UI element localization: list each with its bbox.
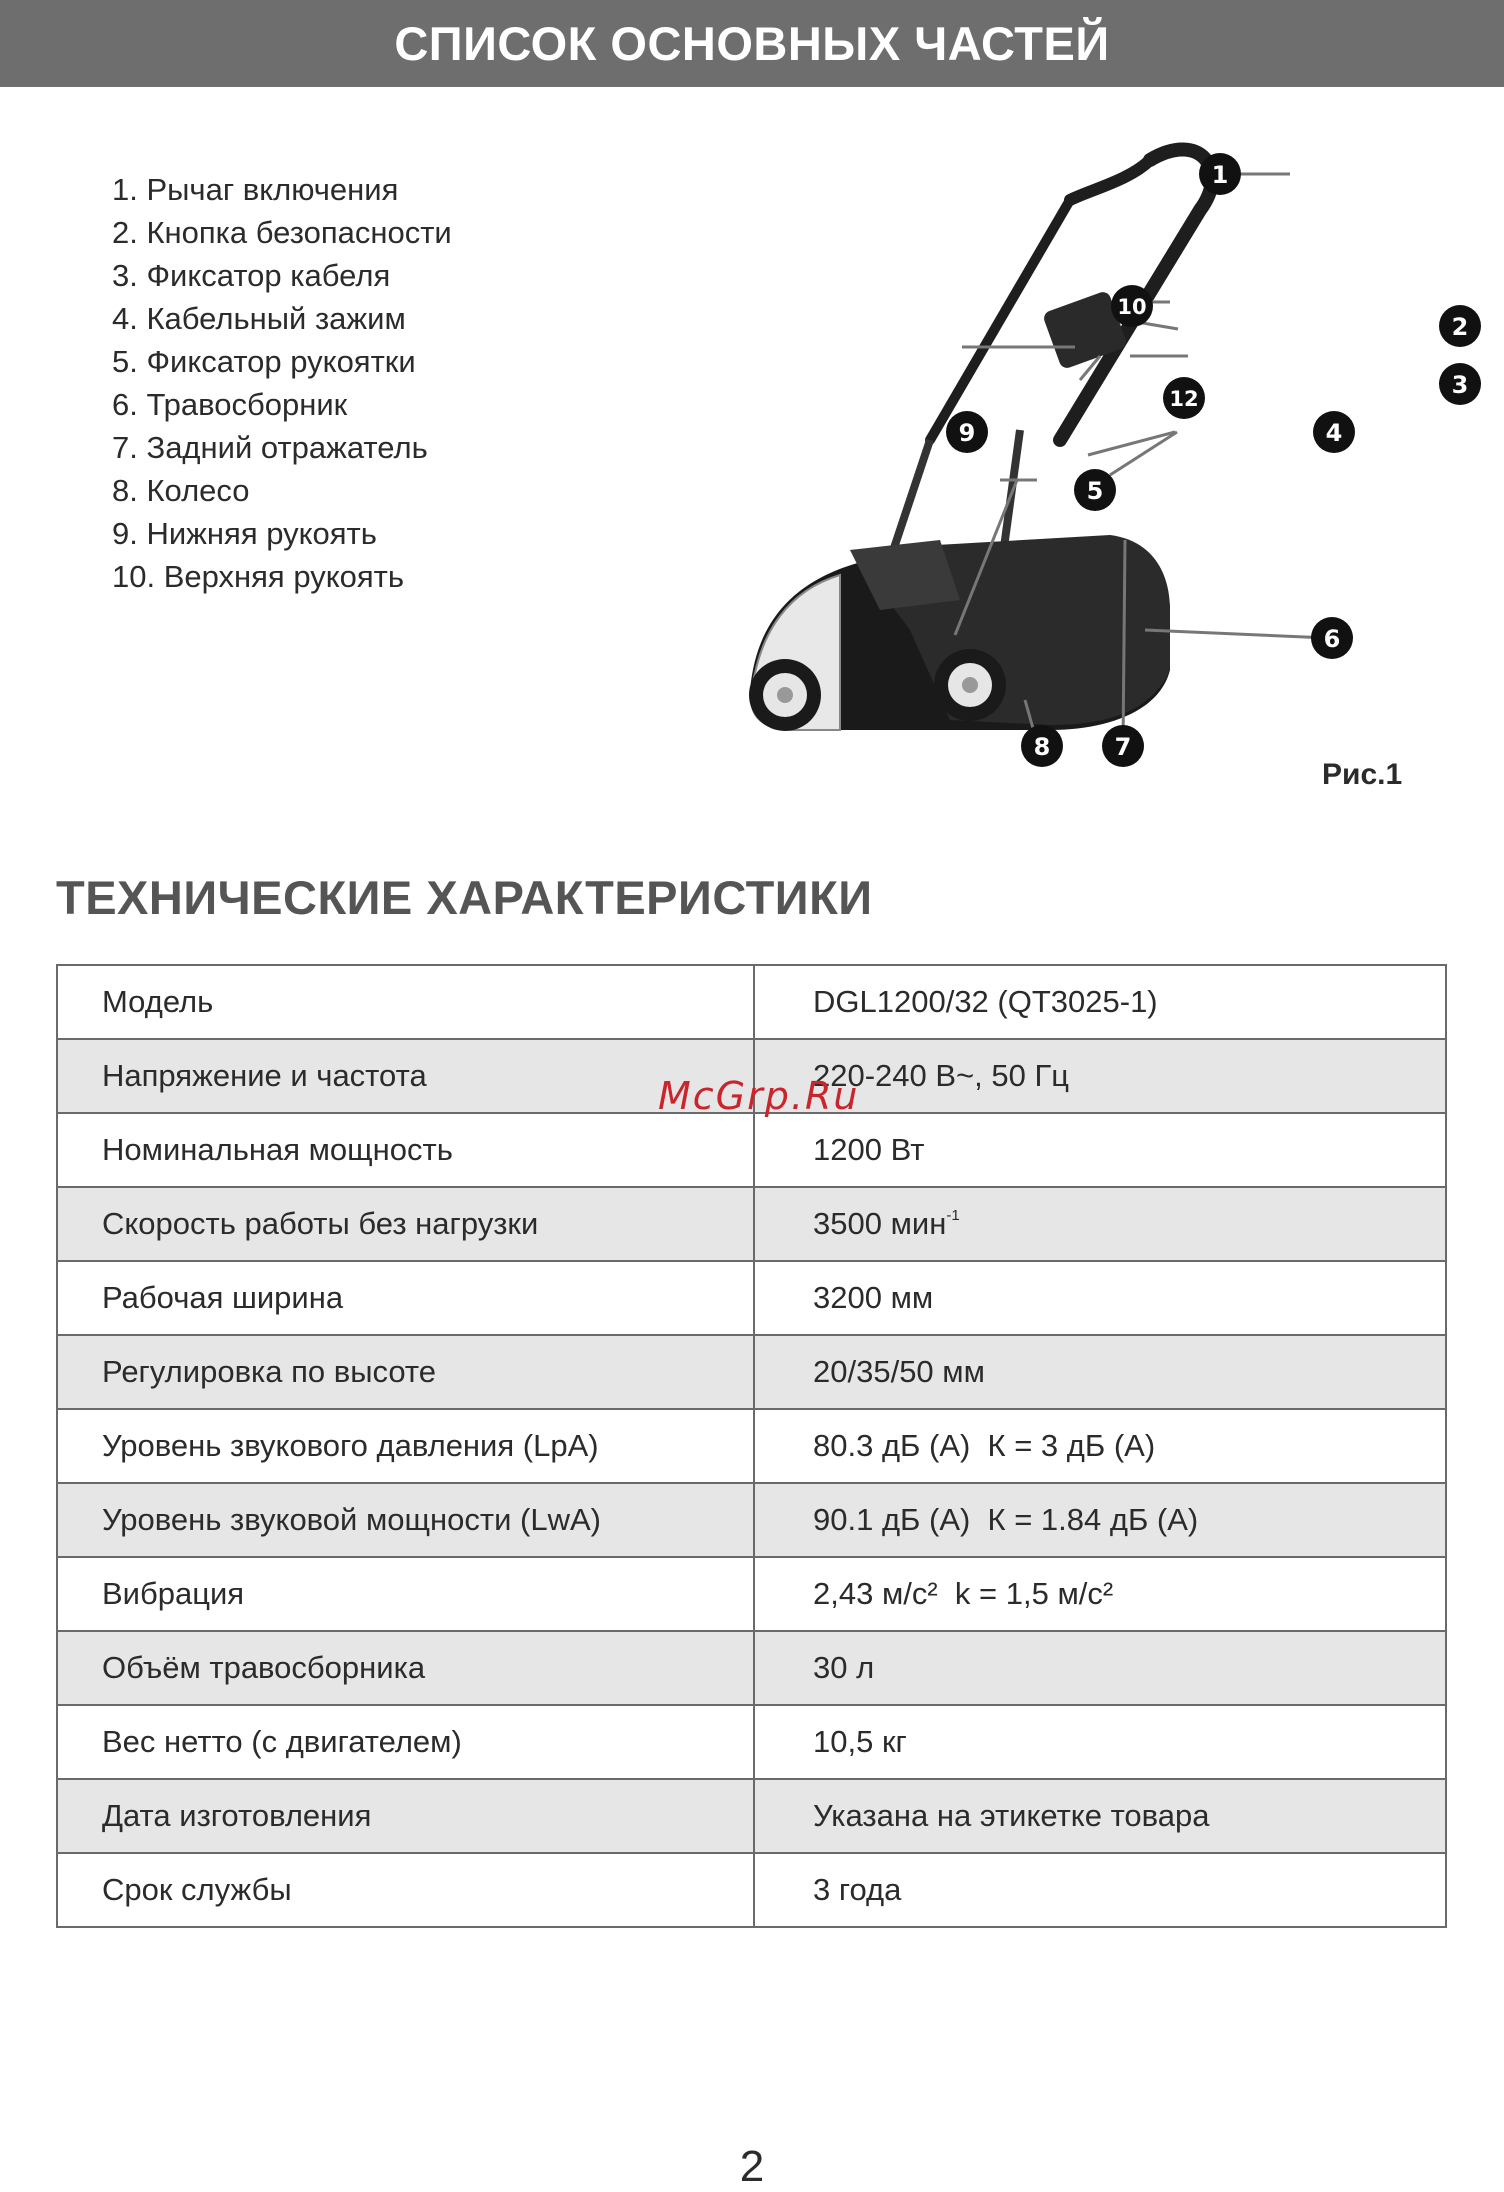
callout-8 — [1021, 725, 1063, 767]
parts-list-item: 5. Фиксатор рукоятки — [112, 344, 416, 379]
table-row — [57, 1335, 1446, 1409]
spec-value: 90.1 дБ (А) К = 1.84 дБ (А) — [754, 1483, 1446, 1557]
spec-value: 10,5 кг — [754, 1705, 1446, 1779]
callout-7 — [1102, 725, 1144, 767]
figure-caption: Рис.1 — [1322, 758, 1403, 791]
parts-list-item: 8. Колесо — [112, 473, 250, 508]
parts-list-item: 7. Задний отражатель — [112, 430, 428, 465]
spec-label: Модель — [57, 965, 754, 1039]
spec-label: Срок службы — [57, 1853, 754, 1927]
svg-text:12: 12 — [1169, 387, 1199, 411]
svg-text:2: 2 — [1451, 313, 1469, 341]
spec-label: Уровень звукового давления (LpA) — [57, 1409, 754, 1483]
table-row — [57, 1261, 1446, 1335]
page-number: 2 — [739, 2142, 765, 2191]
spec-value-cell — [754, 1187, 1446, 1261]
watermark: McGrp.Ru — [658, 1074, 860, 1118]
table-row — [57, 1779, 1446, 1853]
spec-value: 3 года — [754, 1853, 1446, 1927]
table-row — [57, 1113, 1446, 1187]
spec-value: 30 л — [754, 1631, 1446, 1705]
spec-label: Уровень звуковой мощности (LwA) — [57, 1483, 754, 1557]
table-row — [57, 1631, 1446, 1705]
spec-label: Дата изготовления — [57, 1779, 754, 1853]
svg-text:8: 8 — [1033, 733, 1051, 761]
spec-value: 80.3 дБ (А) К = 3 дБ (А) — [754, 1409, 1446, 1483]
parts-list-item: 1. Рычаг включения — [112, 172, 399, 207]
specs-title: ТЕХНИЧЕСКИЕ ХАРАКТЕРИСТИКИ — [56, 871, 873, 924]
lawnmower-illustration — [749, 150, 1328, 746]
table-row — [57, 1409, 1446, 1483]
svg-text:7: 7 — [1114, 733, 1132, 761]
parts-list-item: 6. Травосборник — [112, 387, 348, 422]
spec-label: Регулировка по высоте — [57, 1335, 754, 1409]
svg-text:10: 10 — [1117, 295, 1147, 319]
spec-label: Вес нетто (с двигателем) — [57, 1705, 754, 1779]
callout-5 — [1074, 469, 1116, 511]
callout-12 — [1163, 377, 1205, 419]
parts-list — [112, 168, 452, 598]
table-row — [57, 1705, 1446, 1779]
svg-text:6: 6 — [1323, 625, 1341, 653]
callout-2 — [1439, 305, 1481, 347]
callout-4 — [1313, 411, 1355, 453]
spec-value-exponent: -1 — [946, 1207, 960, 1224]
spec-value: 1200 Вт — [754, 1113, 1446, 1187]
spec-value: DGL1200/32 (QT3025-1) — [754, 965, 1446, 1039]
table-row — [57, 965, 1446, 1039]
svg-text:1: 1 — [1211, 161, 1229, 189]
parts-list-item: 10. Верхняя рукоять — [112, 559, 405, 594]
spec-value: 20/35/50 мм — [754, 1335, 1446, 1409]
spec-label: Вибрация — [57, 1557, 754, 1631]
parts-list-item: 4. Кабельный зажим — [112, 301, 406, 336]
svg-text:4: 4 — [1325, 419, 1343, 447]
spec-label: Объём травосборника — [57, 1631, 754, 1705]
callout-1 — [1199, 153, 1241, 195]
svg-text:3: 3 — [1451, 371, 1469, 399]
parts-list-item: 9. Нижняя рукоять — [112, 516, 377, 551]
table-row — [57, 1187, 1446, 1261]
spec-label: Скорость работы без нагрузки — [57, 1187, 754, 1261]
spec-label: Напряжение и частота — [57, 1039, 754, 1113]
spec-value: 3200 мм — [754, 1261, 1446, 1335]
table-row — [57, 1557, 1446, 1631]
parts-list-item: 2. Кнопка безопасности — [112, 215, 452, 250]
table-row — [57, 1853, 1446, 1927]
callout-10 — [1111, 285, 1153, 327]
spec-value: 3500 мин — [813, 1206, 947, 1241]
spec-label: Номинальная мощность — [57, 1113, 754, 1187]
callout-6 — [1311, 617, 1353, 659]
callout-9 — [946, 411, 988, 453]
spec-value: Указана на этикетке товара — [754, 1779, 1446, 1853]
spec-value: 220-240 В~, 50 Гц — [754, 1039, 1446, 1113]
page-title: СПИСОК ОСНОВНЫХ ЧАСТЕЙ — [394, 17, 1110, 70]
spec-value: 2,43 м/с² k = 1,5 м/с² — [754, 1557, 1446, 1631]
lawnmower-figure — [730, 130, 1490, 810]
svg-text:9: 9 — [958, 419, 976, 447]
table-row — [57, 1483, 1446, 1557]
parts-list-item: 3. Фиксатор кабеля — [112, 258, 391, 293]
svg-text:5: 5 — [1086, 477, 1104, 505]
callout-3 — [1439, 363, 1481, 405]
spec-label: Рабочая ширина — [57, 1261, 754, 1335]
header-bar — [0, 0, 1504, 87]
